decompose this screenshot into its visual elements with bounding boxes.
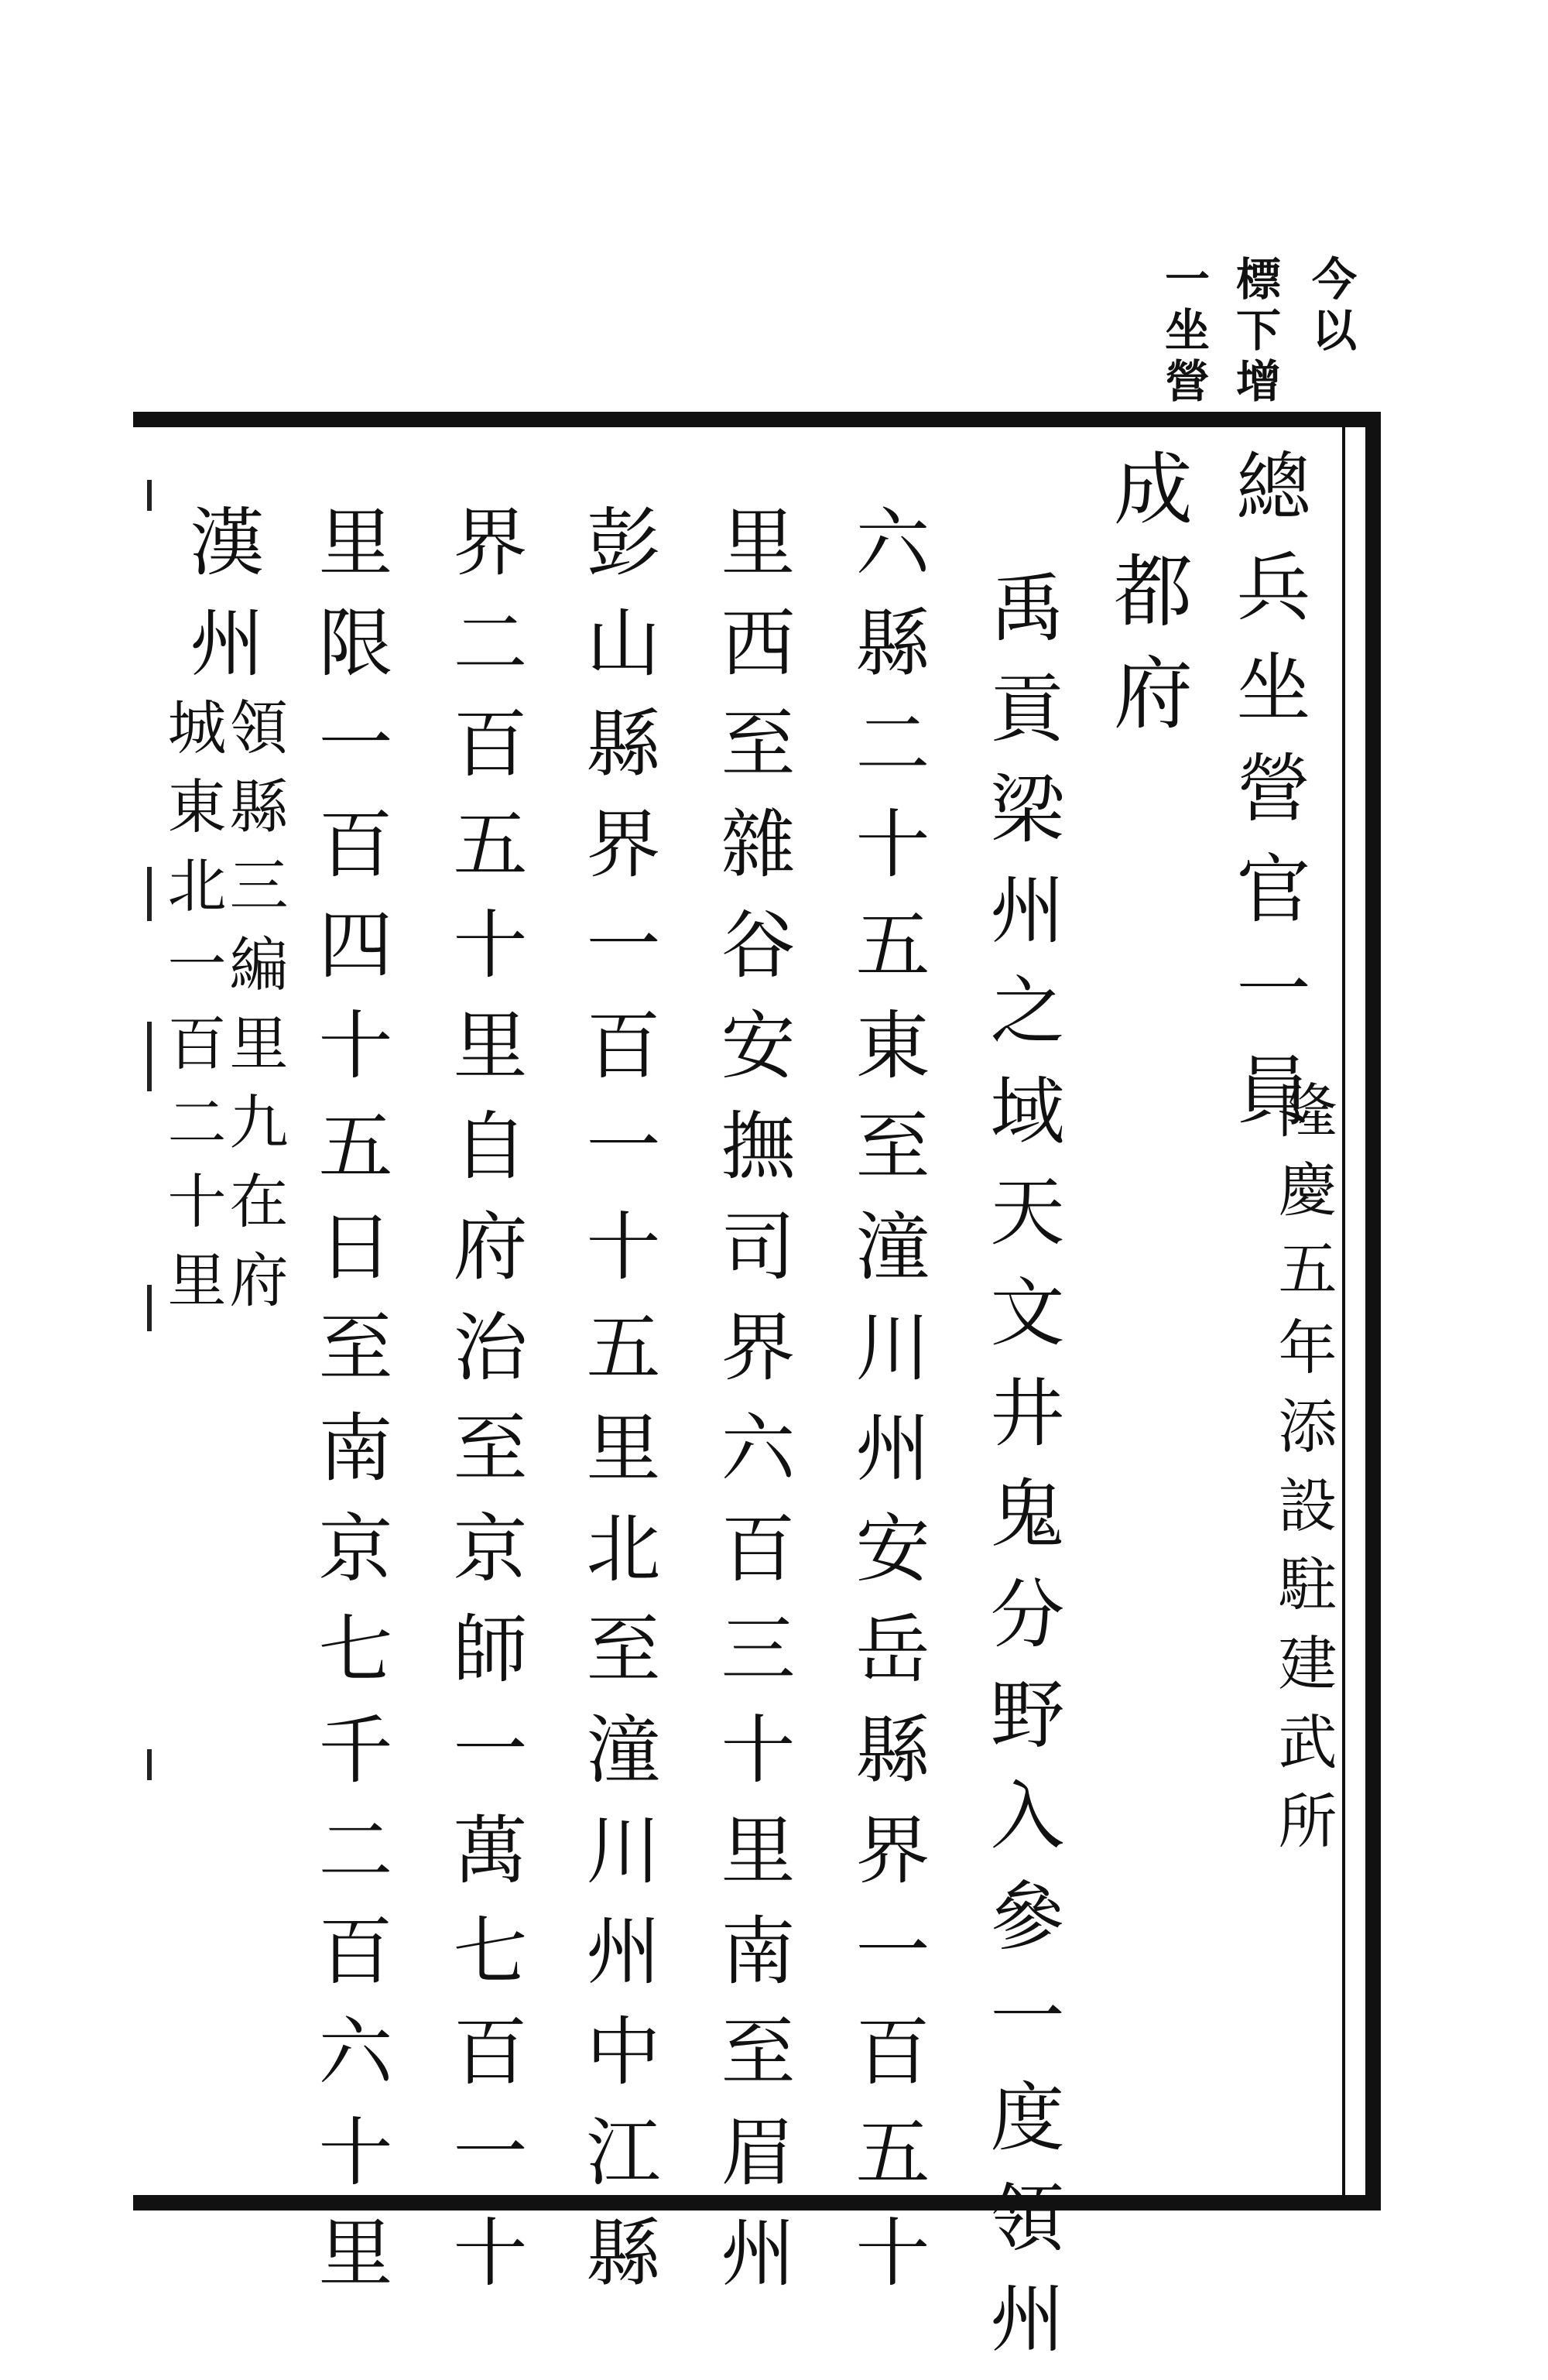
annotation-column-1: 隆慶五年添設駐建武所 — [1269, 1080, 1337, 1869]
header-note-line1: 今以 — [1304, 255, 1357, 358]
text-column-8: 里限一百四十五日至南京七千二百六十里 — [307, 503, 393, 2314]
frame-top-rule — [133, 412, 1381, 427]
left-edge-fragment — [147, 1285, 152, 1331]
text-column-5: 里西至雜谷安撫司界六百三十里南至眉州 — [709, 503, 796, 2314]
subentry-note-line2: 城東北一百二十里 — [158, 697, 227, 1328]
header-note-line2: 標下增 — [1228, 255, 1281, 409]
section-heading: 成都府 — [1101, 447, 1193, 754]
frame-right-rule — [1365, 412, 1381, 2210]
left-edge-fragment — [147, 867, 152, 921]
text-column-6: 彭山縣界一百一十五里北至潼川州中江縣 — [574, 503, 661, 2314]
subentry-note-line1: 領縣三編里九在府 — [220, 697, 289, 1328]
left-edge-fragment — [147, 1749, 152, 1780]
text-column-7: 界二百五十里自府治至京師一萬七百一十 — [441, 503, 528, 2314]
text-column-3: 禹貢梁州之域天文井鬼分野入參一度領州 — [978, 569, 1065, 2380]
header-note-line3: 一坐營 — [1157, 255, 1210, 409]
subentry-heading: 漢州 — [178, 503, 265, 704]
text-column-4: 六縣二十五東至潼川州安岳縣界一百五十 — [844, 503, 930, 2314]
frame-inner-rule — [1342, 427, 1345, 2195]
text-column-1: 總兵坐營官一員 — [1224, 447, 1311, 1152]
left-edge-fragment — [147, 1022, 152, 1091]
left-edge-fragment — [147, 480, 152, 511]
